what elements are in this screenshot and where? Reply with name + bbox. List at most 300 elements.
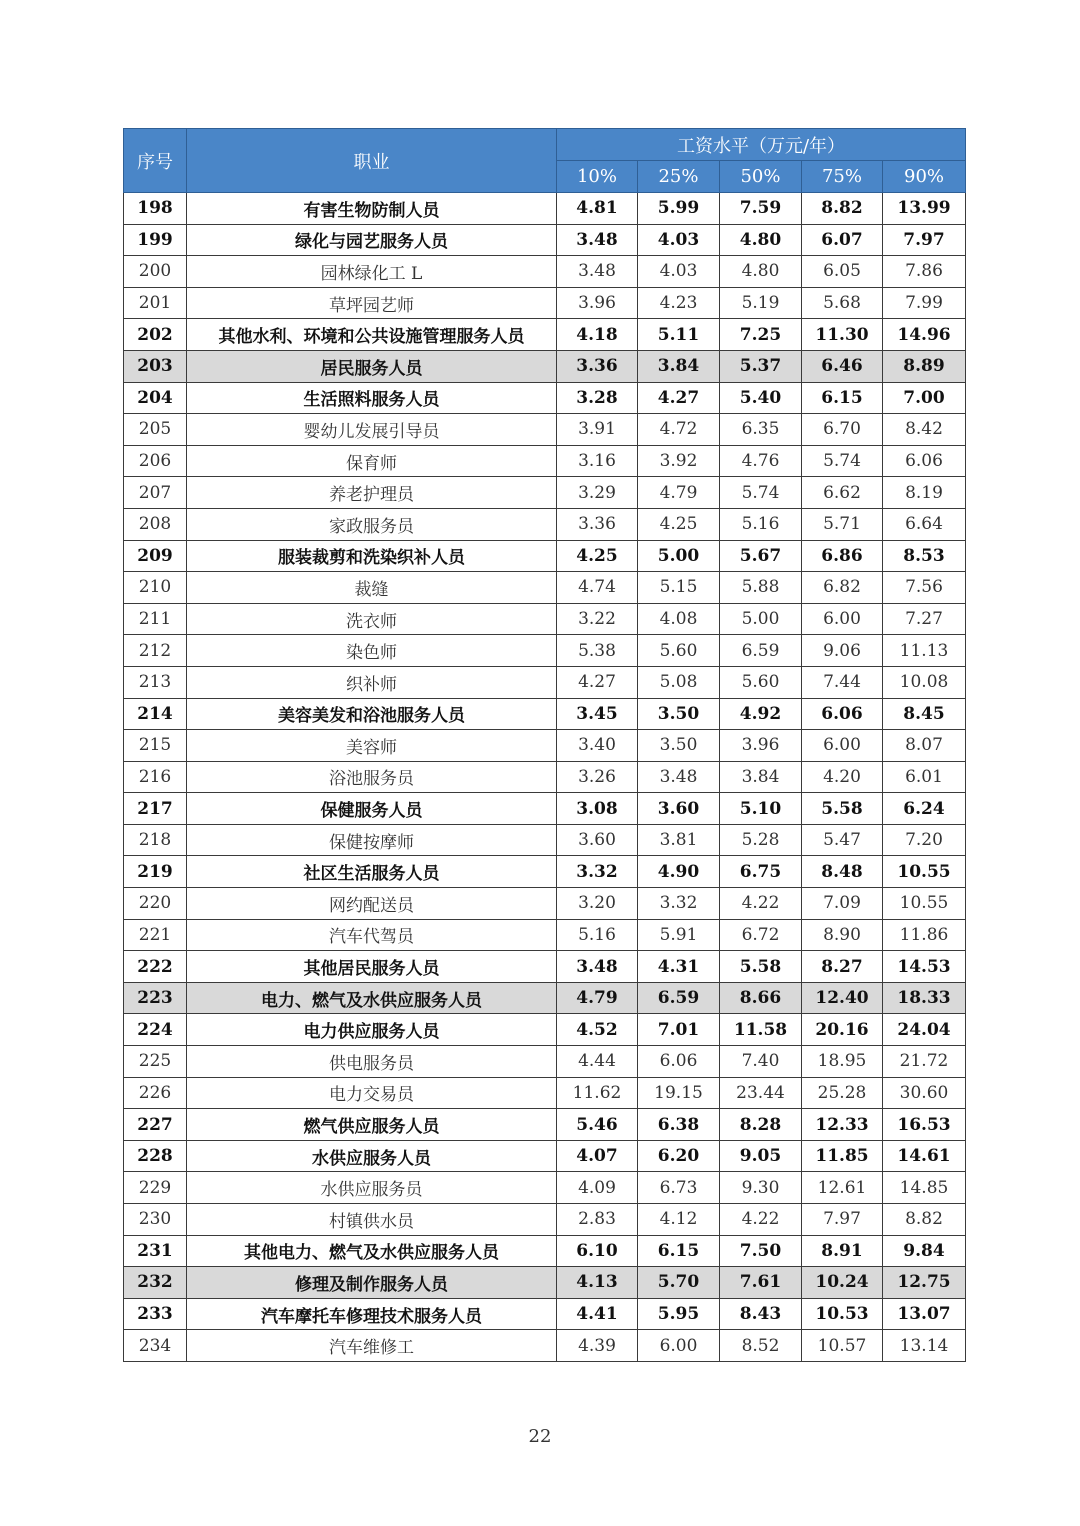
table-row (124, 1330, 966, 1362)
row-value-10pct: 5.46 (557, 1109, 638, 1141)
row-occupation: 家政服务员 (187, 508, 557, 540)
row-value-75pct: 12.61 (802, 1172, 883, 1204)
row-value-75pct: 6.07 (802, 224, 883, 256)
row-value-50pct: 5.16 (720, 508, 802, 540)
header-occupation: 职业 (187, 129, 557, 193)
table-row (124, 824, 966, 856)
row-value-10pct: 4.79 (557, 982, 638, 1014)
row-seq: 224 (124, 1014, 187, 1046)
row-seq: 231 (124, 1235, 187, 1267)
row-occupation: 有害生物防制人员 (187, 193, 557, 225)
row-value-25pct: 3.50 (638, 698, 720, 730)
row-occupation: 村镇供水员 (187, 1204, 557, 1236)
row-value-90pct: 8.45 (883, 698, 966, 730)
table-row (124, 793, 966, 825)
row-value-25pct: 4.25 (638, 508, 720, 540)
row-occupation: 水供应服务人员 (187, 1140, 557, 1172)
row-value-50pct: 5.40 (720, 382, 802, 414)
row-value-90pct: 30.60 (883, 1077, 966, 1109)
row-value-10pct: 3.29 (557, 477, 638, 509)
row-value-90pct: 8.19 (883, 477, 966, 509)
row-value-75pct: 5.68 (802, 287, 883, 319)
row-value-90pct: 13.14 (883, 1330, 966, 1362)
row-value-75pct: 8.91 (802, 1235, 883, 1267)
header-p25: 25% (638, 161, 720, 193)
row-value-50pct: 3.96 (720, 730, 802, 762)
row-value-50pct: 8.52 (720, 1330, 802, 1362)
row-value-50pct: 4.22 (720, 888, 802, 920)
row-occupation: 洗衣师 (187, 603, 557, 635)
row-value-75pct: 9.06 (802, 635, 883, 667)
row-value-90pct: 9.84 (883, 1235, 966, 1267)
row-occupation: 浴池服务员 (187, 761, 557, 793)
row-seq: 222 (124, 951, 187, 983)
row-value-10pct: 3.48 (557, 951, 638, 983)
row-occupation: 居民服务人员 (187, 350, 557, 382)
row-value-50pct: 5.60 (720, 666, 802, 698)
header-seq: 序号 (124, 129, 187, 193)
row-seq: 204 (124, 382, 187, 414)
row-seq: 229 (124, 1172, 187, 1204)
row-occupation: 婴幼儿发展引导员 (187, 414, 557, 446)
row-value-75pct: 6.15 (802, 382, 883, 414)
table-row (124, 1172, 966, 1204)
row-value-50pct: 7.25 (720, 319, 802, 351)
row-value-10pct: 3.45 (557, 698, 638, 730)
row-value-90pct: 8.42 (883, 414, 966, 446)
row-value-50pct: 5.88 (720, 572, 802, 604)
row-value-75pct: 6.86 (802, 540, 883, 572)
row-occupation: 其他水利、环境和公共设施管理服务人员 (187, 319, 557, 351)
table-row (124, 761, 966, 793)
table-row (124, 1109, 966, 1141)
row-value-10pct: 3.96 (557, 287, 638, 319)
row-occupation: 生活照料服务人员 (187, 382, 557, 414)
row-value-10pct: 3.48 (557, 256, 638, 288)
row-value-10pct: 5.38 (557, 635, 638, 667)
row-seq: 226 (124, 1077, 187, 1109)
row-value-25pct: 3.84 (638, 350, 720, 382)
row-value-75pct: 6.00 (802, 603, 883, 635)
row-value-25pct: 4.27 (638, 382, 720, 414)
row-value-50pct: 6.75 (720, 856, 802, 888)
row-value-10pct: 3.08 (557, 793, 638, 825)
row-value-75pct: 6.46 (802, 350, 883, 382)
row-value-10pct: 4.52 (557, 1014, 638, 1046)
row-value-90pct: 8.82 (883, 1204, 966, 1236)
row-value-50pct: 23.44 (720, 1077, 802, 1109)
row-value-75pct: 8.48 (802, 856, 883, 888)
row-value-50pct: 4.76 (720, 445, 802, 477)
row-value-90pct: 8.07 (883, 730, 966, 762)
row-seq: 219 (124, 856, 187, 888)
row-value-90pct: 14.61 (883, 1140, 966, 1172)
row-value-90pct: 7.99 (883, 287, 966, 319)
row-value-90pct: 10.55 (883, 856, 966, 888)
row-occupation: 织补师 (187, 666, 557, 698)
row-value-75pct: 18.95 (802, 1046, 883, 1078)
row-seq: 232 (124, 1267, 187, 1299)
row-value-10pct: 3.20 (557, 888, 638, 920)
table-row (124, 951, 966, 983)
row-value-75pct: 10.24 (802, 1267, 883, 1299)
row-value-50pct: 8.43 (720, 1298, 802, 1330)
row-value-50pct: 6.35 (720, 414, 802, 446)
row-value-75pct: 6.06 (802, 698, 883, 730)
table-row (124, 1140, 966, 1172)
table-row (124, 540, 966, 572)
row-value-90pct: 14.96 (883, 319, 966, 351)
row-occupation: 汽车代驾员 (187, 919, 557, 951)
row-value-25pct: 4.12 (638, 1204, 720, 1236)
row-value-10pct: 4.39 (557, 1330, 638, 1362)
row-value-75pct: 7.97 (802, 1204, 883, 1236)
header-p75: 75% (802, 161, 883, 193)
row-value-25pct: 3.32 (638, 888, 720, 920)
row-value-10pct: 3.91 (557, 414, 638, 446)
row-occupation: 网约配送员 (187, 888, 557, 920)
row-value-25pct: 5.08 (638, 666, 720, 698)
page-number: 22 (528, 1426, 552, 1447)
row-occupation: 保健按摩师 (187, 824, 557, 856)
row-occupation: 美容师 (187, 730, 557, 762)
row-value-75pct: 5.58 (802, 793, 883, 825)
row-value-75pct: 5.71 (802, 508, 883, 540)
row-value-50pct: 4.22 (720, 1204, 802, 1236)
row-value-25pct: 5.15 (638, 572, 720, 604)
row-occupation: 服装裁剪和洗染织补人员 (187, 540, 557, 572)
row-occupation: 燃气供应服务人员 (187, 1109, 557, 1141)
row-value-75pct: 8.90 (802, 919, 883, 951)
table-row (124, 730, 966, 762)
row-occupation: 其他居民服务人员 (187, 951, 557, 983)
table-row (124, 382, 966, 414)
row-value-90pct: 7.86 (883, 256, 966, 288)
row-value-50pct: 7.50 (720, 1235, 802, 1267)
row-seq: 206 (124, 445, 187, 477)
table-row (124, 445, 966, 477)
row-seq: 212 (124, 635, 187, 667)
row-seq: 233 (124, 1298, 187, 1330)
row-value-25pct: 5.99 (638, 193, 720, 225)
row-occupation: 电力、燃气及水供应服务人员 (187, 982, 557, 1014)
row-value-10pct: 4.81 (557, 193, 638, 225)
row-seq: 214 (124, 698, 187, 730)
row-value-25pct: 5.95 (638, 1298, 720, 1330)
row-occupation: 草坪园艺师 (187, 287, 557, 319)
row-value-50pct: 8.28 (720, 1109, 802, 1141)
row-value-75pct: 6.70 (802, 414, 883, 446)
row-seq: 220 (124, 888, 187, 920)
row-value-90pct: 10.55 (883, 888, 966, 920)
row-value-10pct: 3.36 (557, 350, 638, 382)
row-seq: 213 (124, 666, 187, 698)
row-value-90pct: 21.72 (883, 1046, 966, 1078)
table-row (124, 1298, 966, 1330)
row-value-50pct: 4.80 (720, 256, 802, 288)
row-value-75pct: 10.57 (802, 1330, 883, 1362)
row-occupation: 保育师 (187, 445, 557, 477)
row-value-25pct: 4.23 (638, 287, 720, 319)
row-seq: 208 (124, 508, 187, 540)
row-value-10pct: 3.22 (557, 603, 638, 635)
row-value-10pct: 3.16 (557, 445, 638, 477)
row-value-90pct: 18.33 (883, 982, 966, 1014)
row-value-25pct: 3.48 (638, 761, 720, 793)
row-value-10pct: 4.27 (557, 666, 638, 698)
row-value-50pct: 7.40 (720, 1046, 802, 1078)
row-value-50pct: 5.10 (720, 793, 802, 825)
row-occupation: 供电服务员 (187, 1046, 557, 1078)
row-value-50pct: 5.19 (720, 287, 802, 319)
table-header (124, 129, 966, 193)
row-value-90pct: 24.04 (883, 1014, 966, 1046)
row-value-75pct: 8.82 (802, 193, 883, 225)
row-value-75pct: 12.33 (802, 1109, 883, 1141)
row-occupation: 电力交易员 (187, 1077, 557, 1109)
row-seq: 216 (124, 761, 187, 793)
row-value-25pct: 6.20 (638, 1140, 720, 1172)
table-row (124, 919, 966, 951)
row-seq: 230 (124, 1204, 187, 1236)
row-occupation: 裁缝 (187, 572, 557, 604)
row-value-90pct: 14.85 (883, 1172, 966, 1204)
row-value-50pct: 5.67 (720, 540, 802, 572)
row-value-90pct: 10.08 (883, 666, 966, 698)
row-value-75pct: 6.05 (802, 256, 883, 288)
wage-table (123, 128, 966, 1362)
row-seq: 199 (124, 224, 187, 256)
row-value-25pct: 4.03 (638, 224, 720, 256)
row-value-75pct: 10.53 (802, 1298, 883, 1330)
table-row (124, 350, 966, 382)
row-value-25pct: 3.60 (638, 793, 720, 825)
row-value-75pct: 11.85 (802, 1140, 883, 1172)
row-occupation: 水供应服务员 (187, 1172, 557, 1204)
row-value-25pct: 4.31 (638, 951, 720, 983)
table-row (124, 572, 966, 604)
table-row (124, 256, 966, 288)
row-value-75pct: 5.74 (802, 445, 883, 477)
row-value-50pct: 11.58 (720, 1014, 802, 1046)
row-value-50pct: 5.58 (720, 951, 802, 983)
row-occupation: 养老护理员 (187, 477, 557, 509)
row-value-10pct: 4.07 (557, 1140, 638, 1172)
row-value-50pct: 5.28 (720, 824, 802, 856)
row-occupation: 其他电力、燃气及水供应服务人员 (187, 1235, 557, 1267)
row-value-10pct: 4.44 (557, 1046, 638, 1078)
row-value-25pct: 3.92 (638, 445, 720, 477)
row-occupation: 美容美发和浴池服务人员 (187, 698, 557, 730)
row-seq: 205 (124, 414, 187, 446)
row-value-50pct: 3.84 (720, 761, 802, 793)
row-value-90pct: 11.86 (883, 919, 966, 951)
row-value-75pct: 11.30 (802, 319, 883, 351)
row-value-10pct: 2.83 (557, 1204, 638, 1236)
row-seq: 203 (124, 350, 187, 382)
row-value-25pct: 7.01 (638, 1014, 720, 1046)
row-value-75pct: 12.40 (802, 982, 883, 1014)
row-value-90pct: 7.56 (883, 572, 966, 604)
row-seq: 227 (124, 1109, 187, 1141)
row-value-25pct: 5.00 (638, 540, 720, 572)
row-value-25pct: 6.59 (638, 982, 720, 1014)
row-value-25pct: 5.70 (638, 1267, 720, 1299)
row-value-75pct: 6.82 (802, 572, 883, 604)
row-occupation: 汽车维修工 (187, 1330, 557, 1362)
row-occupation: 染色师 (187, 635, 557, 667)
header-p90: 90% (883, 161, 966, 193)
row-value-25pct: 4.79 (638, 477, 720, 509)
row-value-75pct: 25.28 (802, 1077, 883, 1109)
row-value-90pct: 12.75 (883, 1267, 966, 1299)
row-value-10pct: 3.26 (557, 761, 638, 793)
row-value-10pct: 11.62 (557, 1077, 638, 1109)
row-value-90pct: 6.06 (883, 445, 966, 477)
row-seq: 221 (124, 919, 187, 951)
row-value-10pct: 3.48 (557, 224, 638, 256)
table-row (124, 1235, 966, 1267)
row-value-25pct: 6.06 (638, 1046, 720, 1078)
table-row (124, 635, 966, 667)
row-value-50pct: 7.59 (720, 193, 802, 225)
row-value-25pct: 5.60 (638, 635, 720, 667)
row-value-75pct: 8.27 (802, 951, 883, 983)
row-value-75pct: 7.44 (802, 666, 883, 698)
row-value-10pct: 4.18 (557, 319, 638, 351)
table-row (124, 982, 966, 1014)
row-occupation: 园林绿化工 L (187, 256, 557, 288)
row-seq: 218 (124, 824, 187, 856)
row-value-75pct: 5.47 (802, 824, 883, 856)
row-value-50pct: 5.37 (720, 350, 802, 382)
row-value-25pct: 4.03 (638, 256, 720, 288)
row-occupation: 修理及制作服务人员 (187, 1267, 557, 1299)
row-value-10pct: 5.16 (557, 919, 638, 951)
row-value-25pct: 4.08 (638, 603, 720, 635)
row-value-90pct: 6.24 (883, 793, 966, 825)
table-row (124, 1267, 966, 1299)
table-row (124, 319, 966, 351)
table-row (124, 477, 966, 509)
table-row (124, 224, 966, 256)
row-seq: 215 (124, 730, 187, 762)
header-p10: 10% (557, 161, 638, 193)
row-value-90pct: 13.07 (883, 1298, 966, 1330)
row-value-10pct: 3.28 (557, 382, 638, 414)
row-seq: 217 (124, 793, 187, 825)
row-value-90pct: 8.53 (883, 540, 966, 572)
row-value-75pct: 6.62 (802, 477, 883, 509)
row-seq: 210 (124, 572, 187, 604)
row-value-90pct: 14.53 (883, 951, 966, 983)
row-value-75pct: 4.20 (802, 761, 883, 793)
row-occupation: 保健服务人员 (187, 793, 557, 825)
row-value-50pct: 7.61 (720, 1267, 802, 1299)
row-occupation: 绿化与园艺服务人员 (187, 224, 557, 256)
row-value-90pct: 13.99 (883, 193, 966, 225)
row-value-25pct: 4.72 (638, 414, 720, 446)
table-body (124, 193, 966, 1362)
row-occupation: 汽车摩托车修理技术服务人员 (187, 1298, 557, 1330)
row-value-90pct: 8.89 (883, 350, 966, 382)
table-row (124, 698, 966, 730)
row-value-50pct: 6.72 (720, 919, 802, 951)
row-value-90pct: 7.20 (883, 824, 966, 856)
row-value-25pct: 5.11 (638, 319, 720, 351)
row-value-10pct: 4.13 (557, 1267, 638, 1299)
table-row (124, 603, 966, 635)
row-value-25pct: 3.81 (638, 824, 720, 856)
row-seq: 207 (124, 477, 187, 509)
row-value-90pct: 6.64 (883, 508, 966, 540)
row-value-25pct: 6.15 (638, 1235, 720, 1267)
header-p50: 50% (720, 161, 802, 193)
header-wage-level: 工资水平（万元/年） (557, 129, 966, 161)
row-occupation: 电力供应服务人员 (187, 1014, 557, 1046)
row-value-50pct: 5.74 (720, 477, 802, 509)
table-row (124, 1014, 966, 1046)
row-value-25pct: 6.38 (638, 1109, 720, 1141)
row-value-75pct: 7.09 (802, 888, 883, 920)
table-row (124, 1077, 966, 1109)
row-value-50pct: 4.80 (720, 224, 802, 256)
row-seq: 211 (124, 603, 187, 635)
row-value-10pct: 3.32 (557, 856, 638, 888)
row-seq: 223 (124, 982, 187, 1014)
row-value-90pct: 6.01 (883, 761, 966, 793)
row-value-75pct: 20.16 (802, 1014, 883, 1046)
row-value-10pct: 6.10 (557, 1235, 638, 1267)
table-row (124, 193, 966, 225)
row-value-10pct: 3.36 (557, 508, 638, 540)
row-seq: 209 (124, 540, 187, 572)
row-value-50pct: 4.92 (720, 698, 802, 730)
row-seq: 200 (124, 256, 187, 288)
row-seq: 201 (124, 287, 187, 319)
table-row (124, 666, 966, 698)
row-value-50pct: 9.30 (720, 1172, 802, 1204)
row-value-90pct: 16.53 (883, 1109, 966, 1141)
row-seq: 225 (124, 1046, 187, 1078)
table-row (124, 287, 966, 319)
table-row (124, 856, 966, 888)
row-value-50pct: 6.59 (720, 635, 802, 667)
row-value-90pct: 7.00 (883, 382, 966, 414)
row-value-25pct: 3.50 (638, 730, 720, 762)
row-seq: 234 (124, 1330, 187, 1362)
row-value-50pct: 9.05 (720, 1140, 802, 1172)
row-value-90pct: 7.27 (883, 603, 966, 635)
row-value-75pct: 6.00 (802, 730, 883, 762)
row-occupation: 社区生活服务人员 (187, 856, 557, 888)
row-value-10pct: 3.40 (557, 730, 638, 762)
row-seq: 228 (124, 1140, 187, 1172)
table-row (124, 508, 966, 540)
table-row (124, 414, 966, 446)
table-row (124, 888, 966, 920)
row-value-25pct: 6.00 (638, 1330, 720, 1362)
row-value-90pct: 11.13 (883, 635, 966, 667)
row-value-25pct: 5.91 (638, 919, 720, 951)
row-value-10pct: 4.74 (557, 572, 638, 604)
table-row (124, 1046, 966, 1078)
row-seq: 202 (124, 319, 187, 351)
row-value-90pct: 7.97 (883, 224, 966, 256)
table-row (124, 1204, 966, 1236)
row-value-25pct: 6.73 (638, 1172, 720, 1204)
row-value-10pct: 4.25 (557, 540, 638, 572)
